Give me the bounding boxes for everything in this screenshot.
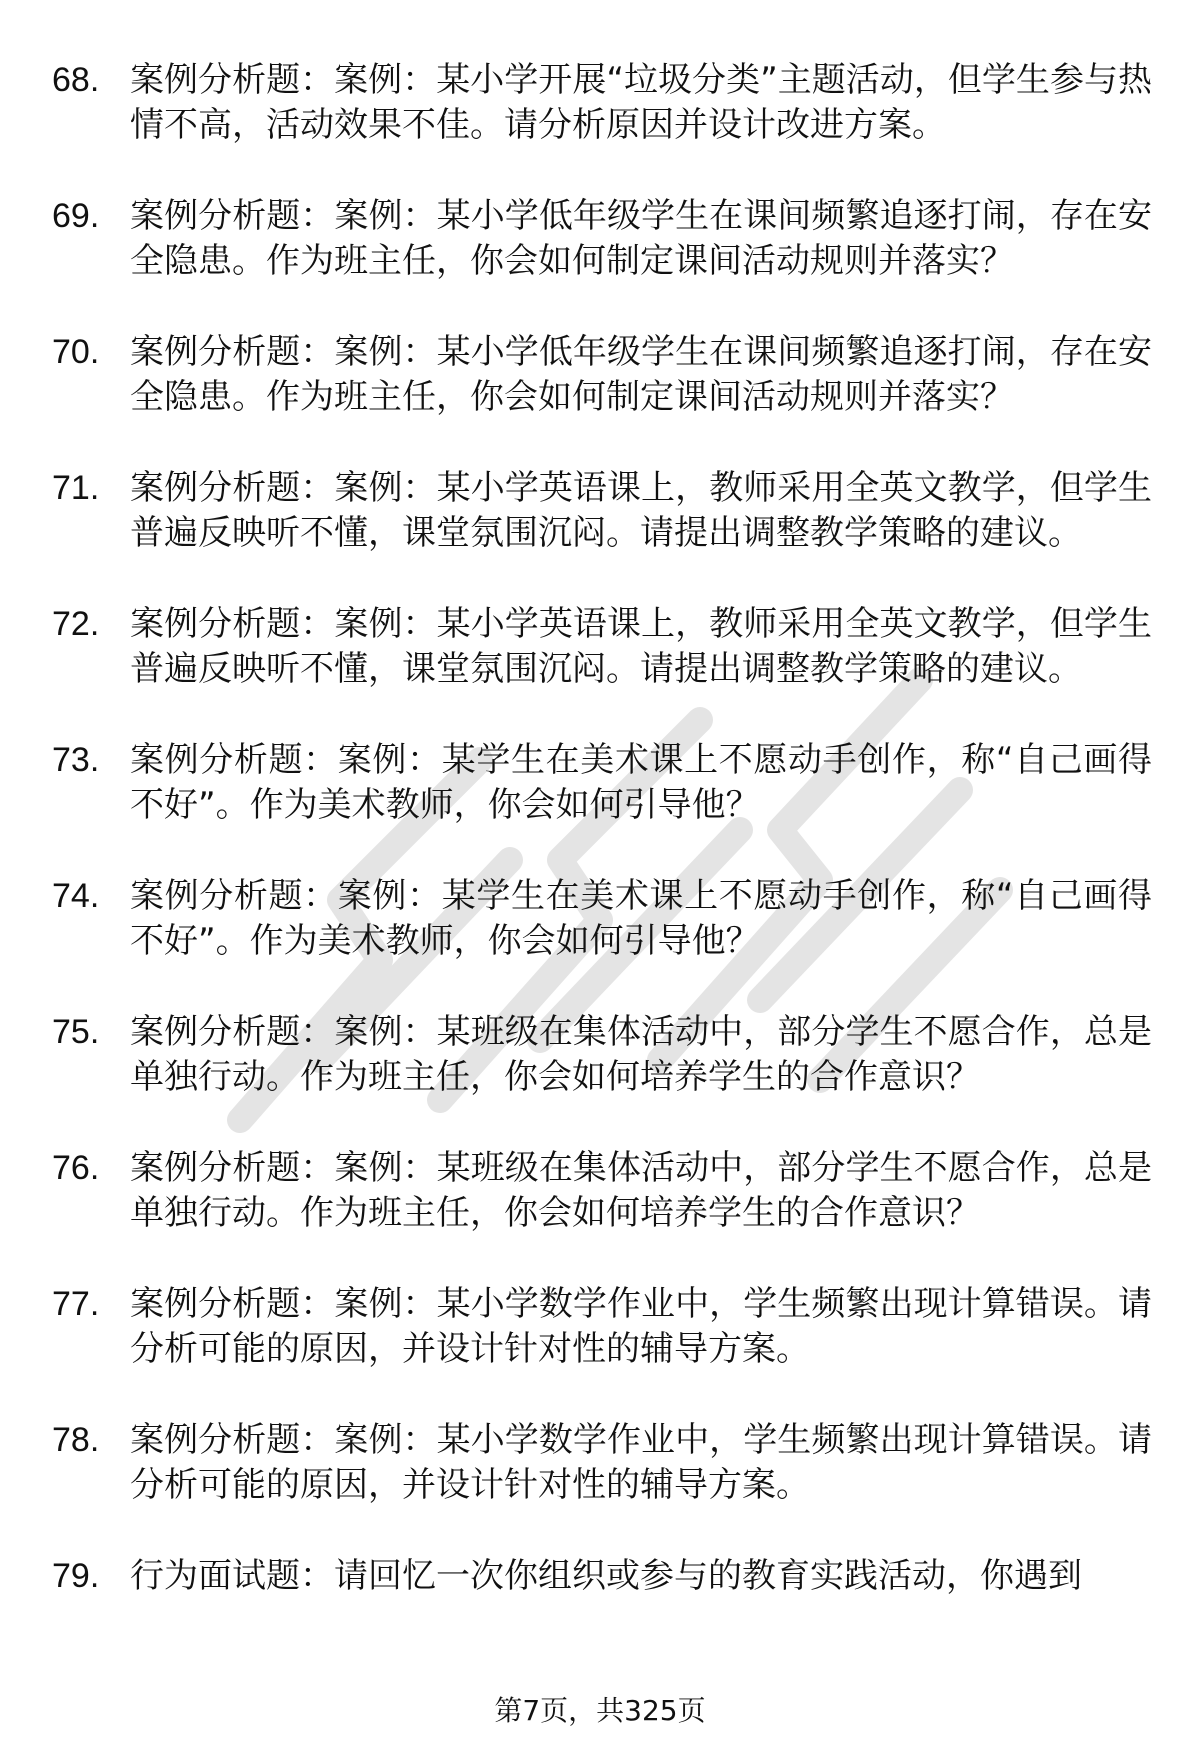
question-item xyxy=(52,1010,1152,1100)
question-text: 案例分析题：案例：某小学低年级学生在课间频繁追逐打闹，存在安全隐患。作为班主任，你会如何制定课间活动规则并落实？ xyxy=(130,332,1152,417)
question-text: 案例分析题：案例：某学生在美术课上不愿动手创作，称“自己画得不好”。作为美术教师，你会如何引导他？ xyxy=(130,876,1152,961)
question-item xyxy=(52,194,1152,284)
question-text: 案例分析题：案例：某小学低年级学生在课间频繁追逐打闹，存在安全隐患。作为班主任，你会如何制定课间活动规则并落实？ xyxy=(130,196,1152,281)
question-number: 73. xyxy=(52,741,100,779)
question-item xyxy=(52,602,1152,692)
question-number: 69. xyxy=(52,197,100,235)
question-text: 案例分析题：案例：某小学英语课上，教师采用全英文教学，但学生普遍反映听不懂，课堂氛围沉闷。请提出调整教学策略的建议。 xyxy=(130,604,1152,689)
question-text: 案例分析题：案例：某班级在集体活动中，部分学生不愿合作，总是单独行动。作为班主任，你会如何培养学生的合作意识？ xyxy=(130,1148,1152,1233)
question-item xyxy=(52,874,1152,964)
question-number: 76. xyxy=(52,1149,100,1187)
question-text: 案例分析题：案例：某小学英语课上，教师采用全英文教学，但学生普遍反映听不懂，课堂氛围沉闷。请提出调整教学策略的建议。 xyxy=(130,468,1152,553)
question-number: 74. xyxy=(52,877,100,915)
question-number: 77. xyxy=(52,1285,100,1323)
question-text: 案例分析题：案例：某班级在集体活动中，部分学生不愿合作，总是单独行动。作为班主任，你会如何培养学生的合作意识？ xyxy=(130,1012,1152,1097)
question-number: 79. xyxy=(52,1557,100,1595)
question-text: 行为面试题：请回忆一次你组织或参与的教育实践活动，你遇到 xyxy=(130,1556,1082,1596)
question-text: 案例分析题：案例：某小学数学作业中，学生频繁出现计算错误。请分析可能的原因，并设计针对性的辅导方案。 xyxy=(130,1284,1152,1369)
question-number: 78. xyxy=(52,1421,100,1459)
question-item xyxy=(52,738,1152,828)
question-item xyxy=(52,58,1152,148)
question-number: 72. xyxy=(52,605,100,643)
question-item xyxy=(52,466,1152,556)
page-footer: 第7页，共325页 xyxy=(494,1694,706,1727)
question-item xyxy=(52,1146,1152,1236)
question-number: 71. xyxy=(52,469,100,507)
question-item xyxy=(52,1418,1152,1508)
question-item xyxy=(52,1554,1152,1599)
question-number: 70. xyxy=(52,333,100,371)
question-item xyxy=(52,1282,1152,1372)
question-number: 75. xyxy=(52,1013,100,1051)
question-list xyxy=(52,58,1152,1645)
question-item xyxy=(52,330,1152,420)
question-text: 案例分析题：案例：某小学数学作业中，学生频繁出现计算错误。请分析可能的原因，并设计针对性的辅导方案。 xyxy=(130,1420,1152,1505)
question-text: 案例分析题：案例：某小学开展“垃圾分类”主题活动，但学生参与热情不高，活动效果不佳。请分析原因并设计改进方案。 xyxy=(130,60,1152,145)
question-number: 68. xyxy=(52,61,100,99)
question-text: 案例分析题：案例：某学生在美术课上不愿动手创作，称“自己画得不好”。作为美术教师，你会如何引导他？ xyxy=(130,740,1152,825)
